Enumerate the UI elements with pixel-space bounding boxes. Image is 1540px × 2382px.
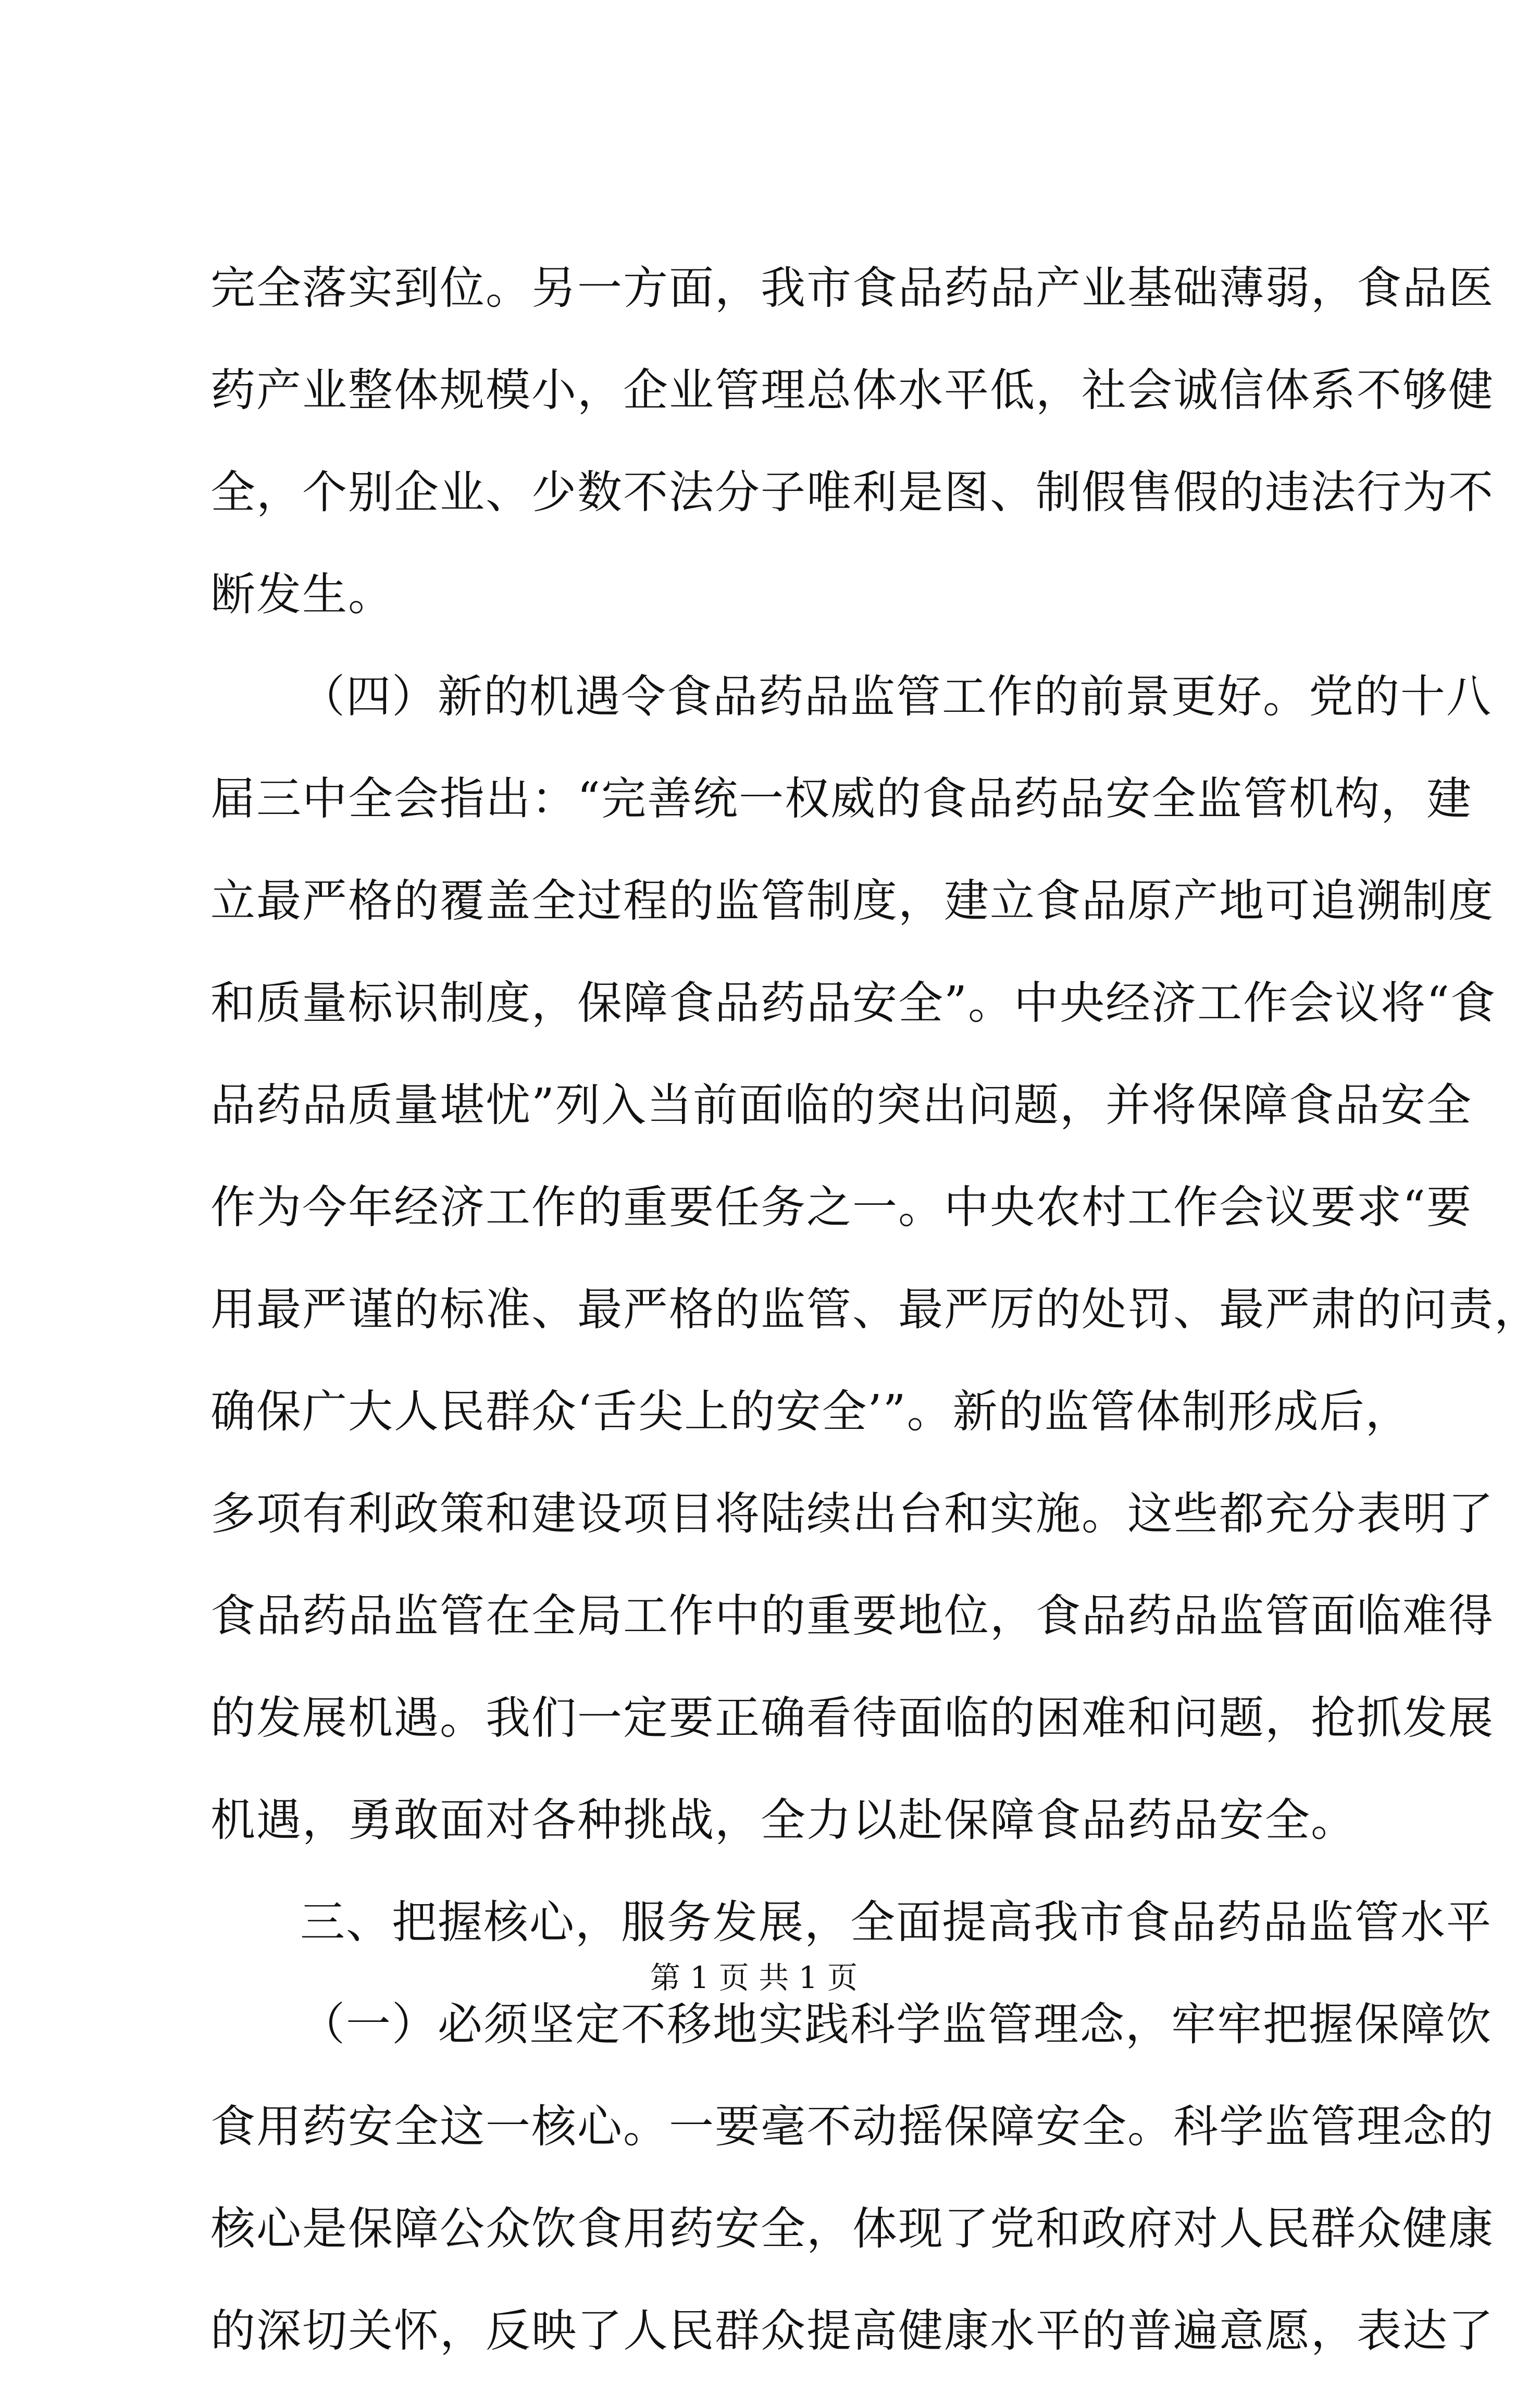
text-line: 用最严谨的标准、最严格的监管、最严厉的处罚、最严肃的问责，	[210, 1283, 1540, 1336]
text-line: 品药品质量堪忧”列入当前面临的突出问题，并将保障食品安全	[210, 1079, 1472, 1131]
page-footer	[0, 1957, 1508, 1998]
page-number-label: 第 1 页 共 1 页	[650, 1960, 858, 1995]
text-line: （一）必须坚定不移地实践科学监管理念，牢牢把握保障饮	[300, 1998, 1492, 2051]
text-line: （四）新的机遇令食品药品监管工作的前景更好。党的十八	[300, 671, 1492, 723]
text-line: 多项有利政策和建设项目将陆续出台和实施。这些都充分表明了	[210, 1488, 1494, 1540]
text-line: 全，个别企业、少数不法分子唯利是图、制假售假的违法行为不	[210, 466, 1494, 519]
text-line: 机遇，勇敢面对各种挑战，全力以赴保障食品药品安全。	[210, 1794, 1357, 1846]
text-line: 药产业整体规模小，企业管理总体水平低，社会诚信体系不够健	[210, 364, 1494, 416]
text-line: 三、把握核心，服务发展，全面提高我市食品药品监管水平	[300, 1896, 1492, 1948]
text-line: 核心是保障公众饮食用药安全，体现了党和政府对人民群众健康	[210, 2203, 1494, 2255]
text-line: 确保广大人民群众‘舌尖上的安全’”。新的监管体制形成后，	[210, 1386, 1411, 1438]
text-line: 作为今年经济工作的重要任务之一。中央农村工作会议要求“要	[210, 1181, 1472, 1233]
text-line: 届三中全会指出：“完善统一权威的食品药品安全监管机构，建	[210, 773, 1472, 825]
document-body	[210, 237, 1540, 2382]
text-line: 立最严格的覆盖全过程的监管制度，建立食品原产地可追溯制度	[210, 875, 1494, 927]
text-line: 的发展机遇。我们一定要正确看待面临的困难和问题，抢抓发展	[210, 1692, 1494, 1744]
text-line: 食品药品监管在全局工作中的重要地位，食品药品监管面临难得	[210, 1590, 1494, 1642]
text-line: 的深切关怀，反映了人民群众提高健康水平的普遍意愿，表达了	[210, 2305, 1494, 2357]
text-line: 断发生。	[210, 569, 394, 621]
text-line: 和质量标识制度，保障食品药品安全”。中央经济工作会议将“食	[210, 977, 1496, 1029]
text-line: 完全落实到位。另一方面，我市食品药品产业基础薄弱，食品医	[210, 262, 1494, 314]
text-line: 食用药安全这一核心。一要毫不动摇保障安全。科学监管理念的	[210, 2101, 1494, 2153]
